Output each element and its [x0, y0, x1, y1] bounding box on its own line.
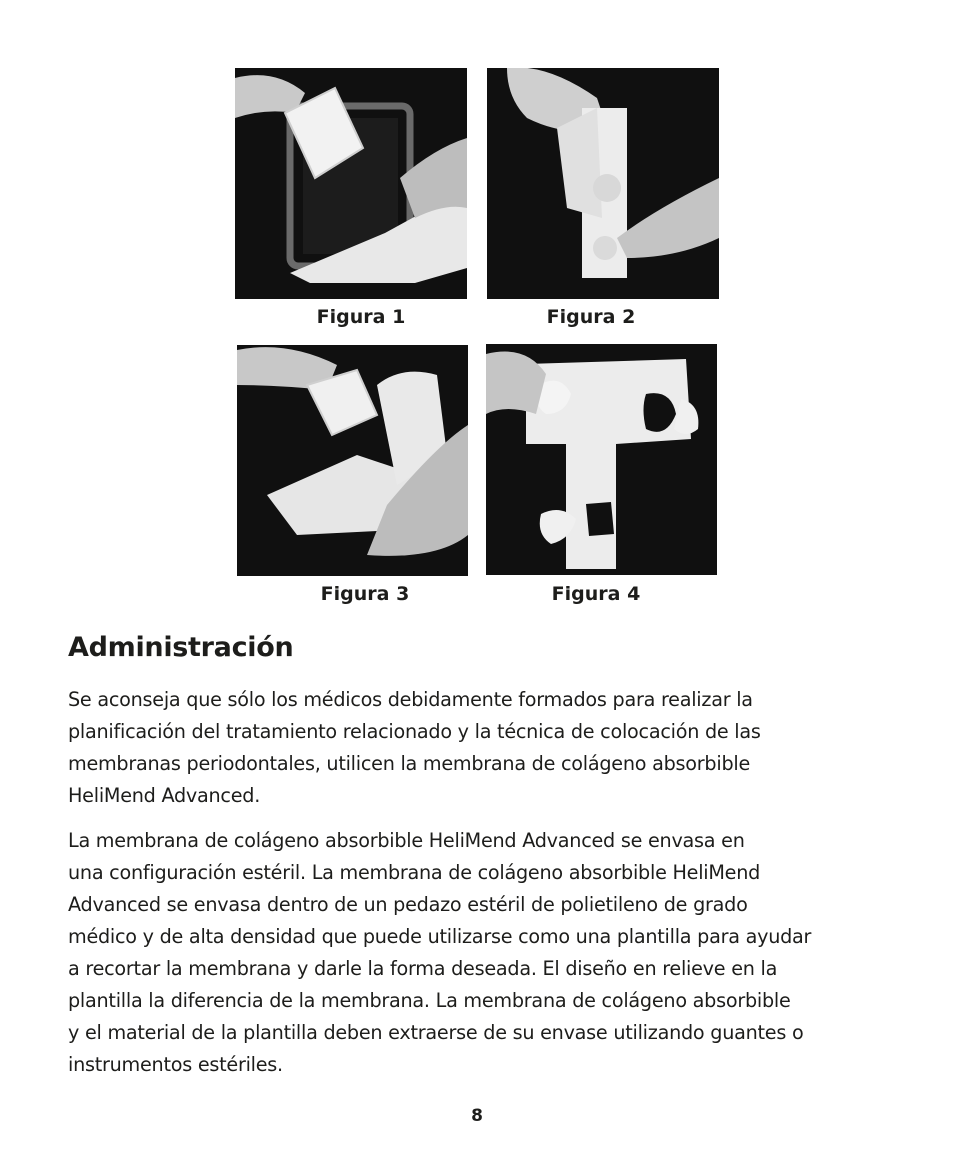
- figure-2-photo: [487, 68, 719, 299]
- figure-1-photo: [235, 68, 467, 299]
- figure-1-caption: Figura 1: [316, 306, 406, 328]
- paragraph-2-line: instrumentos estériles.: [68, 1053, 283, 1076]
- section-heading: Administración: [68, 632, 294, 663]
- figure-1-illustration: [235, 68, 467, 299]
- figure-2-caption: Figura 2: [546, 306, 636, 328]
- paragraph-2-line: médico y de alta densidad que puede utilizarse como una plantilla para ayudar: [68, 925, 812, 948]
- figure-3-photo: [237, 345, 468, 576]
- paragraph-1-line: planificación del tratamiento relacionado y la técnica de colocación de las: [68, 720, 761, 743]
- figure-3-illustration: [237, 345, 468, 576]
- paragraph-2-line: plantilla la diferencia de la membrana. La membrana de colágeno absorbible: [68, 989, 791, 1012]
- page-number: 8: [471, 1106, 483, 1126]
- paragraph-2-line: Advanced se envasa dentro de un pedazo estéril de polietileno de grado: [68, 893, 748, 916]
- paragraph-2-line: y el material de la plantilla deben extraerse de su envase utilizando guantes o: [68, 1021, 804, 1044]
- paragraph-1: [68, 684, 888, 812]
- paragraph-1-line: HeliMend Advanced.: [68, 784, 261, 807]
- paragraph-1-line: membranas periodontales, utilicen la membrana de colágeno absorbible: [68, 752, 751, 775]
- paragraph-2-line: una configuración estéril. La membrana de colágeno absorbible HeliMend: [68, 861, 761, 884]
- paragraph-2-line: La membrana de colágeno absorbible HeliMend Advanced se envasa en: [68, 829, 745, 852]
- figure-3-caption: Figura 3: [320, 583, 410, 605]
- figure-4-illustration: [486, 344, 717, 575]
- paragraph-2-line: a recortar la membrana y darle la forma deseada. El diseño en relieve en la: [68, 957, 778, 980]
- paragraph-2: [68, 825, 888, 1081]
- figure-4-photo: [486, 344, 717, 575]
- figure-4-caption: Figura 4: [551, 583, 641, 605]
- paragraph-1-line: Se aconseja que sólo los médicos debidamente formados para realizar la: [68, 688, 753, 711]
- figure-2-illustration: [487, 68, 719, 299]
